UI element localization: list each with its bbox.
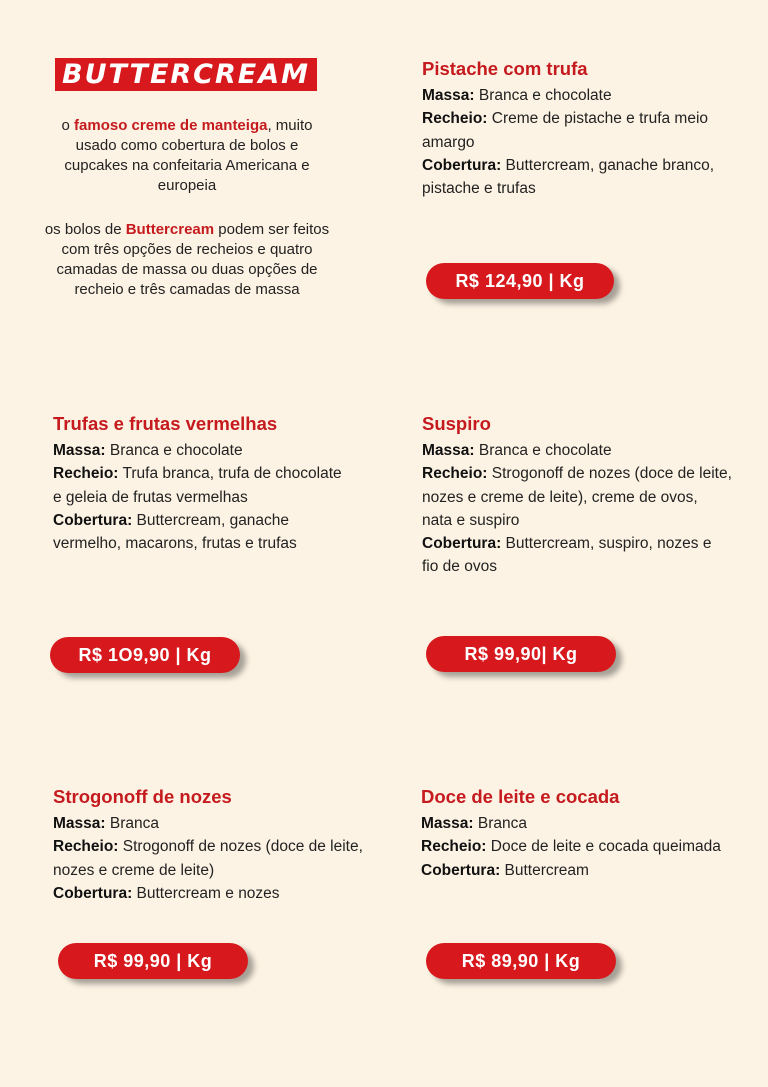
product-title: Doce de leite e cocada bbox=[421, 786, 620, 807]
highlight-text: famoso creme de manteiga bbox=[74, 117, 268, 134]
price-badge: R$ 124,90 | Kg bbox=[426, 263, 614, 299]
buttercream-logo: BUTTERCREAM bbox=[55, 58, 317, 91]
recheio-line: Recheio: Doce de leite e cocada queimada bbox=[421, 838, 721, 856]
product-title: Suspiro bbox=[422, 413, 491, 434]
price-badge: R$ 99,90| Kg bbox=[426, 636, 616, 672]
intro-paragraph-2: os bolos de Buttercream podem ser feitos com três opções de recheios e quatro camadas de massa ou duas opções de recheio e três camadas de massa bbox=[44, 221, 330, 298]
product-card-strogonoff bbox=[53, 786, 363, 905]
product-card-pistache bbox=[422, 58, 732, 200]
massa-line: Massa: Branca e chocolate bbox=[422, 442, 612, 459]
product-card-trufas bbox=[53, 413, 353, 555]
intro-paragraph-1: o famoso creme de manteiga, muito usado como cobertura de bolos e cupcakes na confeitaria Americana e europeia bbox=[61, 117, 313, 194]
recheio-line: Recheio: Strogonoff de nozes (doce de leite, nozes e creme de leite) bbox=[53, 838, 363, 879]
price-badge: R$ 99,90 | Kg bbox=[58, 943, 248, 979]
recheio-line: Recheio: Strogonoff de nozes (doce de leite, nozes e creme de leite), creme de ovos, nata e suspiro bbox=[422, 465, 732, 529]
massa-line: Massa: Branca e chocolate bbox=[53, 442, 243, 459]
product-title: Trufas e frutas vermelhas bbox=[53, 413, 278, 434]
cobertura-line: Cobertura: Buttercream e nozes bbox=[53, 884, 280, 902]
cobertura-line: Cobertura: Buttercream bbox=[421, 861, 589, 879]
product-card-suspiro bbox=[422, 413, 732, 579]
recheio-line: Recheio: Creme de pistache e trufa meio amargo bbox=[422, 110, 709, 151]
cobertura-line: Cobertura: Buttercream, suspiro, nozes e fio de ovos bbox=[422, 535, 712, 576]
product-card-doce-de-leite bbox=[421, 786, 731, 882]
price-badge: R$ 1O9,90 | Kg bbox=[50, 637, 240, 673]
product-title: Strogonoff de nozes bbox=[53, 786, 232, 807]
price-badge: R$ 89,90 | Kg bbox=[426, 943, 616, 979]
cobertura-line: Cobertura: Buttercream, ganache branco, pistache e trufas bbox=[422, 156, 715, 198]
cobertura-line: Cobertura: Buttercream, ganache vermelho, macarons, frutas e trufas bbox=[53, 511, 297, 553]
massa-line: Massa: Branca e chocolate bbox=[422, 87, 612, 104]
massa-line: Massa: Branca bbox=[53, 815, 159, 832]
recheio-line: Recheio: Trufa branca, trufa de chocolate e geleia de frutas vermelhas bbox=[53, 465, 342, 506]
massa-line: Massa: Branca bbox=[421, 815, 527, 832]
product-title: Pistache com trufa bbox=[422, 58, 588, 79]
highlight-text: Buttercream bbox=[125, 221, 215, 238]
